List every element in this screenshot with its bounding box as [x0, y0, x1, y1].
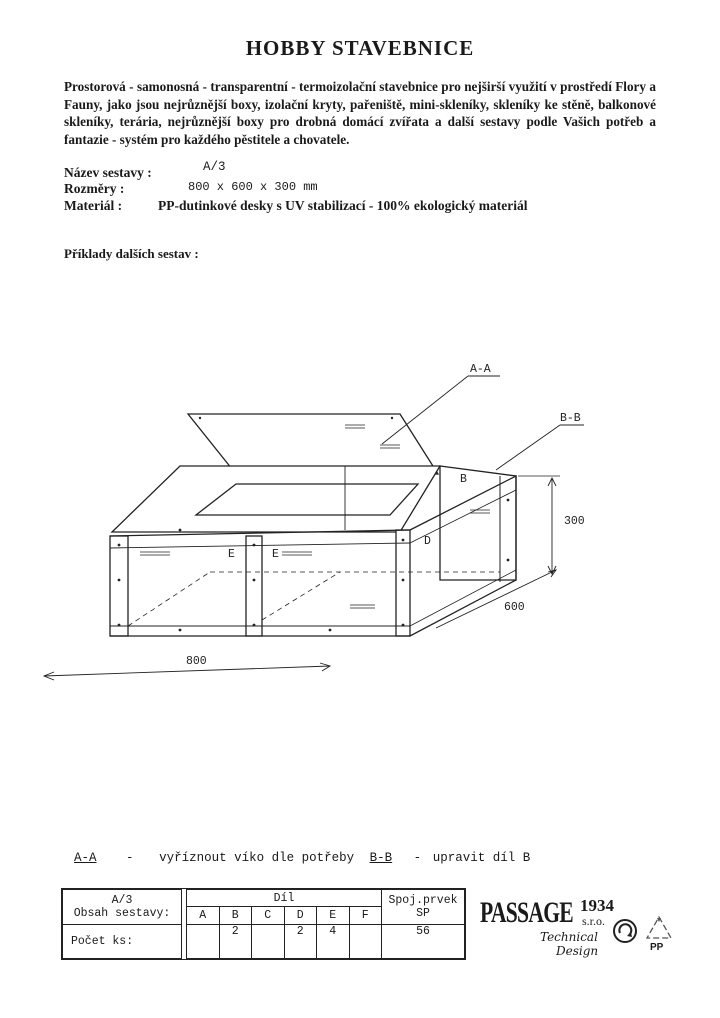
spec-parts-header: Díl: [187, 890, 382, 907]
label-part-e-right: E: [272, 548, 279, 561]
logo-suffix: s.r.o.: [582, 914, 606, 928]
recycle-circle-icon: [612, 918, 638, 944]
spec-count-cell: [349, 924, 382, 959]
legend-aa-dash: -: [126, 851, 134, 865]
label-part-d: D: [424, 535, 431, 548]
intro-paragraph: Prostorová - samonosná - transparentní - termoizolační stavebnice pro nejširší využití v prostředí Flory a Fauny, jako jsou nejrůznější boxy, izolační kryty, pařeniště, mini-skleníky, skleníky ke stěně, balkonové skleníky, terária, nejrůznější boxy pro drobná domácí zvířata a další sestavy podle Vašich potřeb a fantazie - systém pro každého pěstitele a chovatele.: [64, 79, 656, 147]
front-left-post: [110, 536, 128, 636]
top-frame: [112, 466, 440, 532]
spec-set-label: Obsah sestavy:: [73, 906, 171, 920]
spec-count-cell: [252, 924, 285, 959]
spec-count-cell: [187, 924, 220, 959]
spec-table-frame: [61, 888, 466, 960]
logo-name: PASSAGE: [480, 896, 573, 929]
label-section-aa: A-A: [470, 363, 491, 376]
logo-tagline-1: Technical: [540, 930, 598, 944]
legend-line: [74, 851, 530, 865]
spec-count-cell: 2: [219, 924, 252, 959]
dimension-width: 800: [186, 655, 207, 668]
spec-connector-count: 56: [382, 924, 465, 959]
spec-connector-code: SP: [416, 906, 430, 920]
spec-table: [62, 889, 465, 959]
legend-aa-text: vyříznout víko dle potřeby: [159, 851, 355, 865]
set-name-value: A/3: [203, 160, 226, 174]
front-right-post: [396, 530, 410, 636]
spec-count-label: Počet ks:: [63, 924, 182, 959]
spec-part-letter: C: [252, 907, 285, 924]
legend-bb-dash: -: [413, 851, 422, 865]
spec-part-letter: B: [219, 907, 252, 924]
spec-count-cell: 2: [284, 924, 317, 959]
pp-recycle-mark: PP: [650, 942, 664, 953]
recycle-triangle-icon: [644, 914, 674, 944]
spec-count-cell: 4: [317, 924, 350, 959]
legend-bb-code: B-B: [369, 851, 393, 865]
label-section-bb: B-B: [560, 412, 581, 425]
material-label: Materiál :: [64, 198, 123, 213]
label-part-e-left: E: [228, 548, 235, 561]
examples-label: Příklady dalších sestav :: [64, 246, 199, 261]
dimensions-value: 800 x 600 x 300 mm: [188, 180, 318, 194]
spec-set-code: A/3: [111, 893, 133, 907]
logo-year: 1934: [580, 896, 614, 915]
material-value: PP-dutinkové desky s UV stabilizací - 100% ekologický materiál: [158, 198, 528, 213]
label-part-b: B: [460, 473, 467, 486]
logo-tagline-2: Design: [556, 944, 599, 958]
page-title: HOBBY STAVEBNICE: [245, 36, 475, 60]
dimensions-label: Rozměry :: [64, 181, 125, 196]
set-name-label: Název sestavy :: [64, 165, 152, 180]
spec-part-letter: F: [349, 907, 382, 924]
box-technical-drawing: [0, 350, 720, 700]
spec-connector-header: Spoj.prvek: [388, 893, 458, 907]
spec-part-letter: D: [284, 907, 317, 924]
spec-part-letter: E: [317, 907, 350, 924]
front-middle-post: [246, 536, 262, 636]
dimension-depth: 600: [504, 601, 525, 614]
legend-bb-text: upravit díl B: [432, 851, 531, 865]
passage-logo: [480, 896, 614, 966]
spec-part-letter: A: [187, 907, 220, 924]
lid-panel: [188, 414, 438, 474]
dimension-height: 300: [564, 515, 585, 528]
legend-aa-code: A-A: [74, 851, 97, 865]
